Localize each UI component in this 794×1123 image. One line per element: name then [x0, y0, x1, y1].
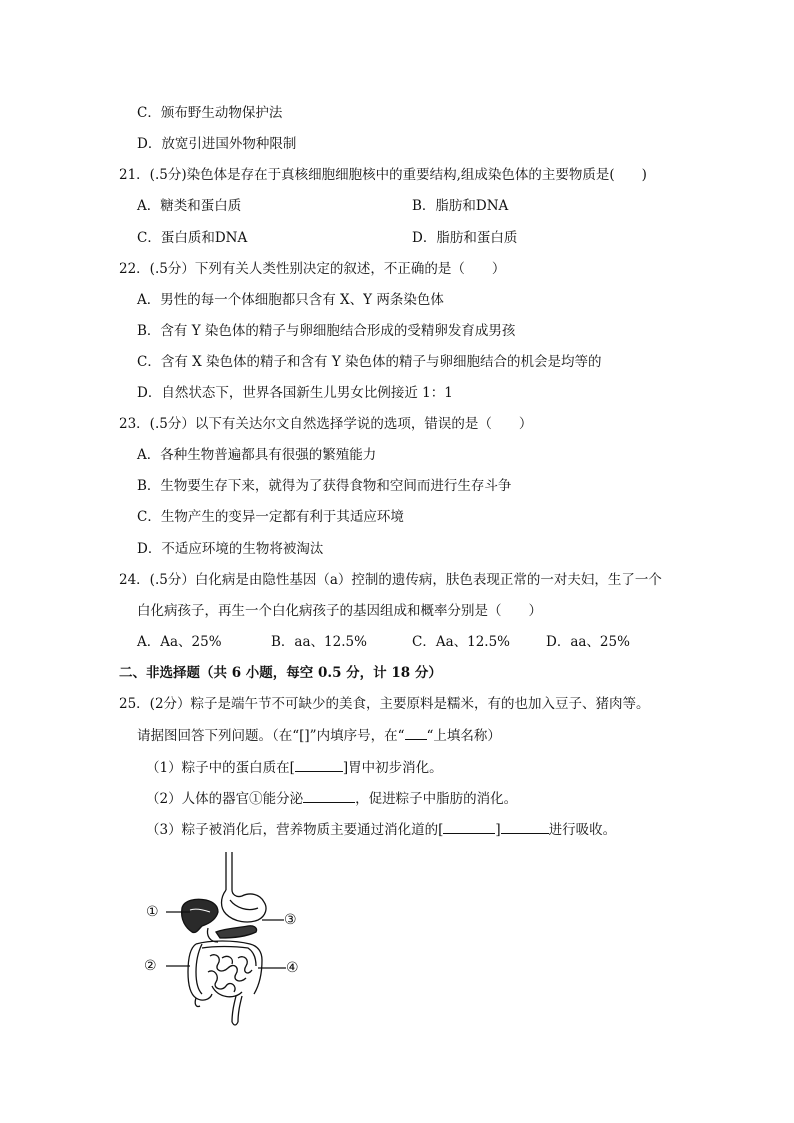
figure-label-2: ② — [144, 958, 157, 974]
figure-label-3: ③ — [284, 912, 297, 928]
q21-option-c: C．蛋白质和DNA — [137, 230, 248, 246]
q23-option-c: C．生物产生的变异一定都有利于其适应环境 — [137, 509, 404, 525]
section-heading: 二、非选择题（共 6 小题，每空 0.5 分，计 18 分） — [119, 665, 442, 681]
q25-subquestion-1 — [146, 757, 443, 778]
q24-option-a: A．Aa、25% — [137, 634, 222, 650]
q25-sub2-part1: （2）人体的器官①能分泌 — [146, 791, 304, 807]
q21-option-b: B．脂肪和DNA — [412, 198, 509, 214]
digestive-system-diagram — [138, 848, 308, 1028]
q24-option-c: C．Aa、12.5% — [412, 634, 511, 650]
digestive-system-figure — [138, 848, 308, 1028]
q25-instructions-part1: 请据图回答下列问题。（在“[]”内填序号，在“ — [137, 728, 405, 744]
q25-sub1-part1: （1）粽子中的蛋白质在[ — [146, 760, 295, 776]
q23-option-d: D．不适应环境的生物将被淘汰 — [137, 541, 324, 557]
figure-label-4: ④ — [286, 960, 299, 976]
q25-sub3-blank-number[interactable] — [443, 819, 495, 834]
q25-sub3-part2: ] — [495, 822, 501, 838]
q21-option-a: A．糖类和蛋白质 — [137, 198, 242, 214]
q25-sub3-part3: 进行吸收。 — [548, 822, 617, 838]
q25-stem-line1: 25．(2分）粽子是端午节不可缺少的美食，主要原料是糯米，有的也加入豆子、猪肉等。 — [119, 696, 650, 712]
q22-stem: 22．(.5分）下列有关人类性别决定的叙述，不正确的是（ ） — [119, 261, 506, 277]
q24-option-d: D．aa、25% — [546, 634, 630, 650]
q23-stem: 23．(.5分）以下有关达尔文自然选择学说的选项，错误的是（ ） — [119, 416, 533, 432]
q23-option-b: B．生物要生存下来，就得为了获得食物和空间而进行生存斗争 — [137, 478, 512, 494]
q20-option-c: C．颁布野生动物保护法 — [137, 105, 283, 121]
q24-stem-line1: 24．(.5分）白化病是由隐性基因（a）控制的遗传病，肤色表现正常的一对夫妇，生了一个 — [119, 572, 662, 588]
q24-option-b: B．aa、12.5% — [271, 634, 367, 650]
figure-label-1: ① — [146, 904, 159, 920]
q25-sub1-part2: ]胃中初步消化。 — [342, 760, 443, 776]
q20-option-d: D．放宽引进国外物种限制 — [137, 136, 297, 152]
q22-option-d: D．自然状态下，世界各国新生儿男女比例接近 1：1 — [137, 385, 453, 401]
q23-option-a: A．各种生物普遍都具有很强的繁殖能力 — [137, 447, 377, 463]
q21-stem: 21．(.5分)染色体是存在于真核细胞细胞核中的重要结构,组成染色体的主要物质是( ) — [119, 167, 647, 183]
q25-subquestion-2 — [146, 788, 517, 809]
q21-option-d: D．脂肪和蛋白质 — [412, 230, 518, 246]
q24-stem-line2: 白化病孩子，再生一个白化病孩子的基因组成和概率分别是（ ） — [137, 603, 542, 619]
q25-instructions-part2: “上填名称） — [426, 728, 501, 744]
q25-sub2-blank[interactable] — [303, 788, 355, 803]
q25-sub3-blank-name[interactable] — [501, 819, 549, 834]
q22-option-c: C．含有 X 染色体的精子和含有 Y 染色体的精子与卵细胞结合的机会是均等的 — [137, 354, 602, 370]
q25-sub2-part2: ，促进粽子中脂肪的消化。 — [355, 791, 518, 807]
q22-option-a: A．男性的每一个体细胞都只含有 X、Y 两条染色体 — [137, 292, 444, 308]
q25-sub3-part1: （3）粽子被消化后，营养物质主要通过消化道的[ — [146, 822, 444, 838]
q25-subquestion-3 — [146, 819, 616, 840]
q25-sub1-blank[interactable] — [295, 757, 343, 772]
q22-option-b: B．含有 Y 染色体的精子与卵细胞结合形成的受精卵发育成男孩 — [137, 323, 516, 339]
blank-underline-sample — [405, 725, 427, 740]
q25-instructions — [137, 725, 501, 746]
